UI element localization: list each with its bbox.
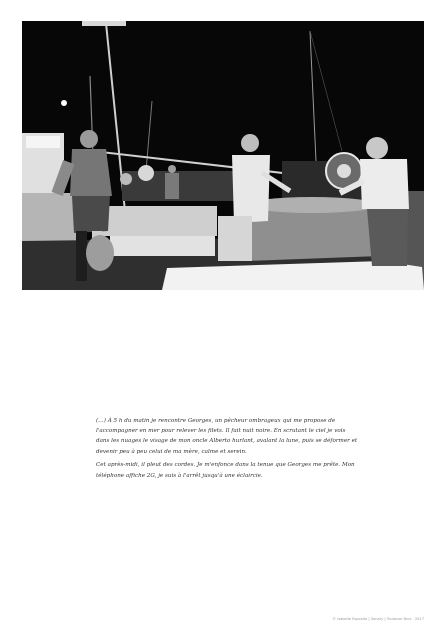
night-fishing-photo — [22, 21, 424, 290]
page-credit: © Isabelle Esposito | Sanary | Toulouse Nice · 2017 — [332, 617, 424, 621]
story-text — [96, 416, 358, 484]
boat-scene-illustration — [22, 21, 424, 290]
story-paragraph-1: (…) À 5 h du matin je rencontre Georges, un pêcheur ombrageux qui me propose de l'accompagner en mer pour relever les filets. Il fait nuit noire. En scrutant le ciel je vois dans les nuages le visage de mon oncle Alberto hurlant, avalant la lune, puis se déformer et devenir peu à peu celui de ma mère, calme et serein. — [96, 418, 358, 455]
story-paragraph-2: Cet après-midi, il pleut des cordes. Je m'enfonce dans la tenue que Georges me prête. Mon téléphone affiche 2G, je suis à l'arrêt jusqu'à une éclaircie. — [96, 462, 355, 479]
